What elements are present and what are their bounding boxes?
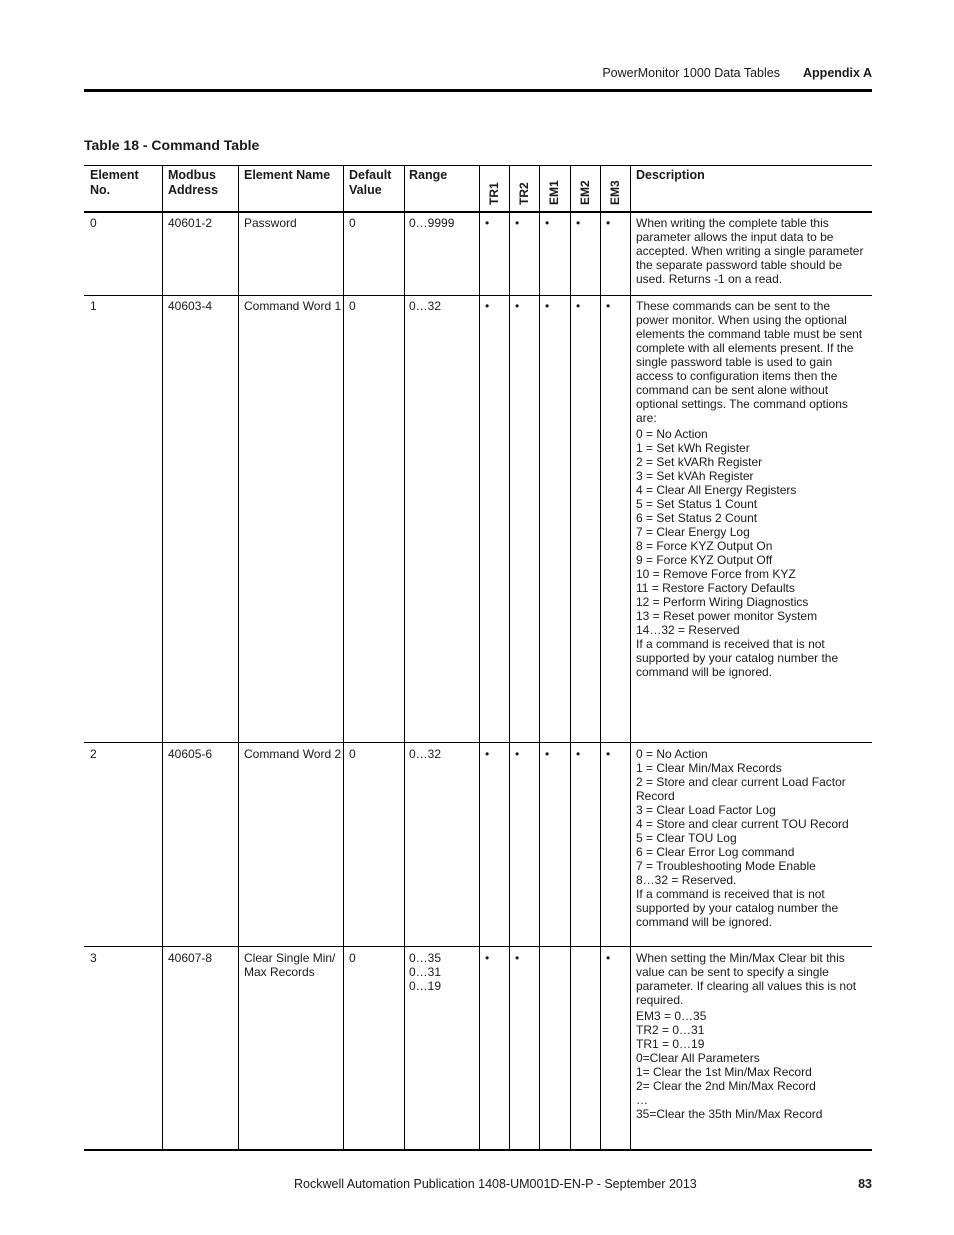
row-3-default: 0	[349, 951, 356, 965]
page-header	[84, 66, 872, 82]
description-line: 2 = Store and clear current Load Factor Record	[636, 775, 846, 803]
description-line: 14…32 = Reserved	[636, 623, 740, 637]
row-2-range: 0…32	[409, 747, 442, 761]
row-3-range	[409, 951, 441, 993]
row-0-tr1-bullet: •	[485, 216, 490, 230]
header-em2: EM2	[578, 180, 592, 205]
row-1-name: Command Word 1	[244, 299, 342, 313]
header-bottom-rule	[84, 211, 872, 213]
header-tr2: TR2	[517, 182, 531, 205]
column-divider	[404, 165, 405, 1150]
row-1-em2-bullet: •	[576, 299, 581, 313]
row-0-em3-bullet: •	[606, 216, 611, 230]
description-line: …	[636, 1093, 648, 1107]
table-top-rule	[84, 165, 872, 166]
row-1-em1-bullet: •	[545, 299, 550, 313]
description-line: 35=Clear the 35th Min/Max Record	[636, 1107, 823, 1121]
row-3-tr1-bullet: •	[485, 951, 490, 965]
header-modbus-line2: Address	[168, 183, 219, 197]
description-line: 5 = Set Status 1 Count	[636, 497, 758, 511]
header-title: PowerMonitor 1000 Data Tables	[602, 66, 780, 80]
description-line: 4 = Clear All Energy Registers	[636, 483, 797, 497]
column-divider	[479, 165, 480, 1150]
description-line: 2 = Set kVARh Register	[636, 455, 763, 469]
row-0-default: 0	[349, 216, 356, 230]
description-line: 6 = Clear Error Log command	[636, 845, 795, 859]
row-2-em3-bullet: •	[606, 747, 611, 761]
description-line: TR1 = 0…19	[636, 1037, 705, 1051]
description-line: 13 = Reset power monitor System	[636, 609, 818, 623]
row-3-description	[636, 951, 866, 1121]
row-divider	[84, 295, 872, 296]
row-0-em2-bullet: •	[576, 216, 581, 230]
header-section: Appendix A	[803, 66, 872, 80]
row-2-element-no: 2	[90, 747, 97, 761]
description-line: 9 = Force KYZ Output Off	[636, 553, 773, 567]
row-2-name: Command Word 2	[244, 747, 342, 761]
row-3-modbus: 40607-8	[168, 951, 213, 965]
row-1-modbus: 40603-4	[168, 299, 213, 313]
column-divider	[162, 165, 163, 1150]
description-line: When writing the complete table this parameter allows the input data to be accepted. When writing a single parameter the separate password table should be used. Returns -1 on a read.	[636, 216, 864, 286]
row-0-em1-bullet: •	[545, 216, 550, 230]
row-0-name: Password	[244, 216, 297, 230]
column-divider	[343, 165, 344, 1150]
column-divider	[509, 165, 510, 1150]
header-default-line1: Default	[349, 168, 392, 182]
description-line: 10 = Remove Force from KYZ	[636, 567, 796, 581]
column-divider	[238, 165, 239, 1150]
header-modbus-line1: Modbus	[168, 168, 216, 182]
row-1-default: 0	[349, 299, 356, 313]
row-1-tr1-bullet: •	[485, 299, 490, 313]
header-tr1: TR1	[487, 182, 501, 205]
row-2-em1-bullet: •	[545, 747, 550, 761]
row-1-element-no: 1	[90, 299, 97, 313]
row-0-tr2-bullet: •	[515, 216, 520, 230]
row-0-description	[636, 216, 866, 286]
header-default-value	[349, 168, 391, 198]
row-divider	[84, 742, 872, 743]
table-bottom-rule	[84, 1149, 872, 1151]
description-line: When setting the Min/Max Clear bit this value can be sent to specify a single parameter. If clearing all values this is not required.	[636, 951, 857, 1007]
description-line: 3 = Clear Load Factor Log	[636, 803, 776, 817]
column-divider	[630, 165, 631, 1150]
row-0-modbus: 40601-2	[168, 216, 213, 230]
range-line: 0…19	[409, 979, 442, 993]
description-line: 0 = No Action	[636, 427, 708, 441]
command-table	[84, 165, 872, 1151]
header-element-no-line2: No.	[90, 183, 111, 197]
header-default-line2: Value	[349, 183, 382, 197]
header-element-no	[90, 168, 139, 198]
header-element-name: Element Name	[244, 168, 331, 182]
description-line: 7 = Troubleshooting Mode Enable	[636, 859, 816, 873]
description-line: 11 = Restore Factory Defaults	[636, 581, 795, 595]
description-line: If a command is received that is not supported by your catalog number the command will be ignored.	[636, 887, 839, 929]
header-em3: EM3	[608, 180, 622, 205]
header-description: Description	[636, 168, 705, 182]
header-rule	[84, 89, 872, 92]
description-line: If a command is received that is not supported by your catalog number the command will be ignored.	[636, 637, 839, 679]
column-divider	[600, 165, 601, 1150]
header-element-no-line1: Element	[90, 168, 139, 182]
row-0-element-no: 0	[90, 216, 97, 230]
description-line: 1 = Clear Min/Max Records	[636, 761, 782, 775]
description-line: 1 = Set kWh Register	[636, 441, 750, 455]
description-line: 12 = Perform Wiring Diagnostics	[636, 595, 809, 609]
description-line: 5 = Clear TOU Log	[636, 831, 737, 845]
description-line: 8…32 = Reserved.	[636, 873, 737, 887]
row-2-em2-bullet: •	[576, 747, 581, 761]
description-line: 2= Clear the 2nd Min/Max Record	[636, 1079, 816, 1093]
row-3-em3-bullet: •	[606, 951, 611, 965]
row-2-modbus: 40605-6	[168, 747, 213, 761]
header-range: Range	[409, 168, 448, 182]
row-0-range: 0…9999	[409, 216, 455, 230]
row-3-element-no: 3	[90, 951, 97, 965]
page-number: 83	[858, 1177, 872, 1191]
row-divider	[84, 946, 872, 947]
description-line: 0=Clear All Parameters	[636, 1051, 760, 1065]
header-em1: EM1	[547, 180, 561, 205]
page-footer	[84, 1177, 872, 1193]
row-2-tr2-bullet: •	[515, 747, 520, 761]
description-line: 7 = Clear Energy Log	[636, 525, 750, 539]
description-line: 3 = Set kVAh Register	[636, 469, 754, 483]
range-line: 0…31	[409, 965, 442, 979]
description-line: 4 = Store and clear current TOU Record	[636, 817, 849, 831]
description-line: 8 = Force KYZ Output On	[636, 539, 773, 553]
row-3-name: Clear Single Min/ Max Records	[244, 951, 336, 979]
description-line: TR2 = 0…31	[636, 1023, 705, 1037]
row-1-range: 0…32	[409, 299, 442, 313]
row-1-em3-bullet: •	[606, 299, 611, 313]
table-caption: Table 18 - Command Table	[84, 137, 260, 153]
footer-publication: Rockwell Automation Publication 1408-UM001D-EN-P - September 2013	[294, 1177, 697, 1191]
description-line: EM3 = 0…35	[636, 1009, 707, 1023]
column-divider	[539, 165, 540, 1150]
row-1-description	[636, 299, 866, 679]
range-line: 0…35	[409, 951, 442, 965]
description-line: These commands can be sent to the power monitor. When using the optional elements the command table must be sent complete with all elements present. If the single password table is used to gain access to configuration items then the command can be sent alone without optional settings. The command options are:	[636, 299, 863, 425]
row-2-tr1-bullet: •	[485, 747, 490, 761]
row-2-description	[636, 747, 866, 929]
description-line: 0 = No Action	[636, 747, 708, 761]
description-line: 1= Clear the 1st Min/Max Record	[636, 1065, 812, 1079]
row-1-tr2-bullet: •	[515, 299, 520, 313]
column-divider	[570, 165, 571, 1150]
description-line: 6 = Set Status 2 Count	[636, 511, 758, 525]
row-3-tr2-bullet: •	[515, 951, 520, 965]
header-modbus-address	[168, 168, 218, 198]
row-2-default: 0	[349, 747, 356, 761]
